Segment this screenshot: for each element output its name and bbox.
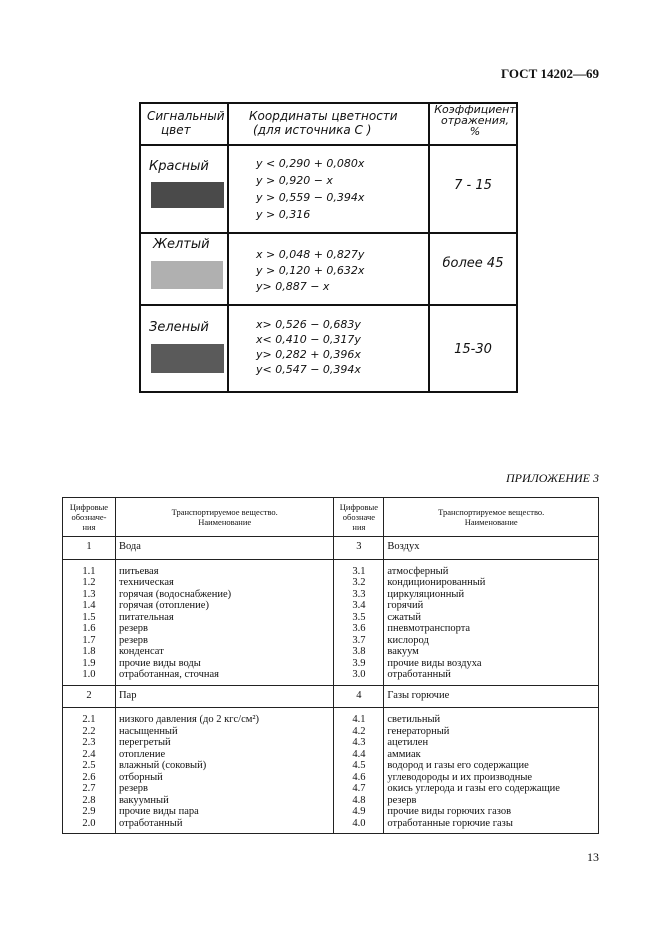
item-code: 3.9 (352, 657, 366, 669)
item-code: 2.1 (82, 714, 96, 725)
item-name: окись углерода и газы его содержащие (387, 783, 560, 794)
group-items-row (63, 708, 599, 834)
header-coords: Координаты цветности (для источника С ) (249, 109, 398, 137)
item-name: вакуум (387, 646, 419, 657)
item-code: 4.7 (352, 783, 366, 794)
group-code: 4 (334, 685, 384, 708)
color-swatch (151, 344, 224, 373)
item-code: 4.6 (352, 771, 366, 783)
item-code: 4.3 (352, 737, 366, 748)
item-names (115, 559, 333, 685)
color-swatch (151, 182, 224, 208)
header-reflect: Коэффициент отражения, % (434, 103, 516, 138)
item-name: горячая (водоснабжение) (118, 588, 232, 600)
group-code: 1 (63, 537, 116, 560)
item-name: прочие виды горючих газов (387, 806, 512, 817)
item-code: 4.9 (352, 806, 366, 817)
item-names (384, 708, 599, 834)
group-name: Вода (115, 537, 333, 560)
table-divider (141, 144, 516, 146)
item-name: техническая (118, 577, 174, 588)
item-code: 4.1 (352, 714, 366, 725)
table-divider (227, 104, 229, 391)
item-code: 2.4 (82, 748, 96, 760)
color-swatch (151, 261, 223, 289)
item-name: прочие виды воды (118, 657, 201, 669)
item-code: 4.0 (352, 817, 366, 829)
page-number: 13 (587, 850, 599, 864)
item-code: 2.8 (82, 794, 96, 806)
item-code: 3.0 (352, 669, 366, 680)
item-code: 2.9 (82, 806, 96, 817)
item-name: отборный (118, 771, 163, 783)
item-name: прочие виды пара (118, 806, 199, 817)
item-name: углеводороды и их производные (387, 771, 533, 783)
item-code: 2.7 (82, 783, 96, 794)
item-code: 2.3 (82, 737, 96, 748)
signal-color-table (139, 102, 518, 393)
item-code: 1.8 (82, 646, 96, 657)
item-name: отработанная, сточная (118, 669, 219, 680)
item-code: 4.5 (352, 760, 366, 771)
table-divider (141, 232, 516, 234)
item-name: влажный (соковый) (118, 760, 207, 771)
item-code: 1.4 (82, 600, 96, 611)
item-name: кислород (387, 634, 429, 646)
group-name: Воздух (384, 537, 599, 560)
color-name: Желтый (153, 237, 210, 252)
table-divider (141, 304, 516, 306)
item-name: конденсат (118, 646, 164, 657)
item-code: 4.8 (352, 794, 366, 806)
item-code: 3.7 (352, 634, 366, 646)
item-code: 2.0 (82, 817, 96, 829)
item-name: резерв (118, 634, 149, 646)
item-code: 1.0 (82, 669, 96, 680)
item-name: светильный (387, 714, 441, 725)
item-name: генераторный (387, 725, 450, 737)
item-name: горячая (отопление) (118, 600, 209, 611)
item-code: 2.2 (82, 725, 96, 737)
color-name: Зеленый (149, 320, 209, 335)
group-header-row (63, 537, 599, 560)
item-code: 3.2 (352, 577, 366, 588)
standard-header: ГОСТ 14202—69 (500, 66, 599, 81)
group-header-row (63, 685, 599, 708)
item-code: 3.3 (352, 588, 366, 600)
item-name: перегретый (118, 737, 171, 748)
item-name: атмосферный (387, 565, 449, 577)
item-codes (334, 559, 384, 685)
item-code: 1.2 (82, 577, 96, 588)
header-name: Транспортируемое вещество. Наименование (115, 498, 333, 537)
item-name: питательная (118, 611, 174, 623)
item-name: питьевая (118, 565, 159, 577)
item-name: отработанный (387, 669, 451, 680)
item-names (384, 559, 599, 685)
item-name: отработанные горючие газы (387, 817, 513, 829)
header-color: Сигнальный цвет (147, 109, 225, 137)
item-name: кондиционированный (387, 577, 486, 588)
item-codes (63, 708, 116, 834)
item-name: циркуляционный (387, 588, 465, 600)
formula-list: x > 0,048 + 0,827y y > 0,120 + 0,632x y> 0,887 − x (256, 248, 365, 293)
header-code: Цифровые обозначе ния (334, 498, 384, 537)
item-name: прочие виды воздуха (387, 657, 482, 669)
item-codes (63, 559, 116, 685)
item-name: сжатый (387, 611, 421, 623)
item-name: горячий (387, 600, 424, 611)
table-header-row (63, 498, 599, 537)
item-code: 2.5 (82, 760, 96, 771)
item-code: 3.1 (352, 565, 366, 577)
item-name: насыщенный (118, 725, 178, 737)
item-name: низкого давления (до 2 кгс/см²) (118, 714, 260, 725)
substance-table (62, 497, 599, 834)
reflect-value: 15-30 (454, 342, 492, 357)
item-code: 1.7 (82, 634, 96, 646)
item-codes (334, 708, 384, 834)
group-code: 3 (334, 537, 384, 560)
item-name: резерв (118, 783, 149, 794)
item-code: 3.4 (352, 600, 366, 611)
item-name: резерв (118, 623, 149, 634)
item-name: аммиак (387, 748, 421, 760)
formula-list: y < 0,290 + 0,080x y > 0,920 − x y > 0,559 − 0,394x y > 0,316 (256, 157, 365, 221)
item-name: вакуумный (118, 794, 169, 806)
item-names (115, 708, 333, 834)
reflect-value: более 45 (442, 256, 504, 271)
appendix-title: ПРИЛОЖЕНИЕ 3 (506, 471, 599, 485)
item-name: отопление (118, 748, 166, 760)
item-code: 3.6 (352, 623, 366, 634)
item-code: 1.9 (82, 657, 96, 669)
color-name: Красный (149, 159, 209, 174)
item-name: ацетилен (387, 737, 429, 748)
item-code: 2.6 (82, 771, 96, 783)
group-name: Газы горючие (384, 685, 599, 708)
header-code: Цифровые обозначе- ния (63, 498, 116, 537)
group-name: Пар (115, 685, 333, 708)
item-code: 1.6 (82, 623, 96, 634)
group-items-row (63, 559, 599, 685)
item-code: 1.5 (82, 611, 96, 623)
item-code: 1.1 (82, 565, 96, 577)
item-name: водород и газы его содержащие (387, 760, 529, 771)
reflect-value: 7 - 15 (454, 178, 492, 193)
item-name: отработанный (118, 817, 183, 829)
item-code: 3.8 (352, 646, 366, 657)
formula-list: x> 0,526 − 0,683y x< 0,410 − 0,317y y> 0,282 + 0,396x y< 0,547 − 0,394x (256, 318, 361, 376)
header-name: Транспортируемое вещество. Наименование (384, 498, 599, 537)
item-name: пневмотранспорта (387, 623, 471, 634)
item-code: 3.5 (352, 611, 366, 623)
item-code: 4.2 (352, 725, 366, 737)
item-code: 4.4 (352, 748, 366, 760)
item-code: 1.3 (82, 588, 96, 600)
item-name: резерв (387, 794, 417, 806)
group-code: 2 (63, 685, 116, 708)
